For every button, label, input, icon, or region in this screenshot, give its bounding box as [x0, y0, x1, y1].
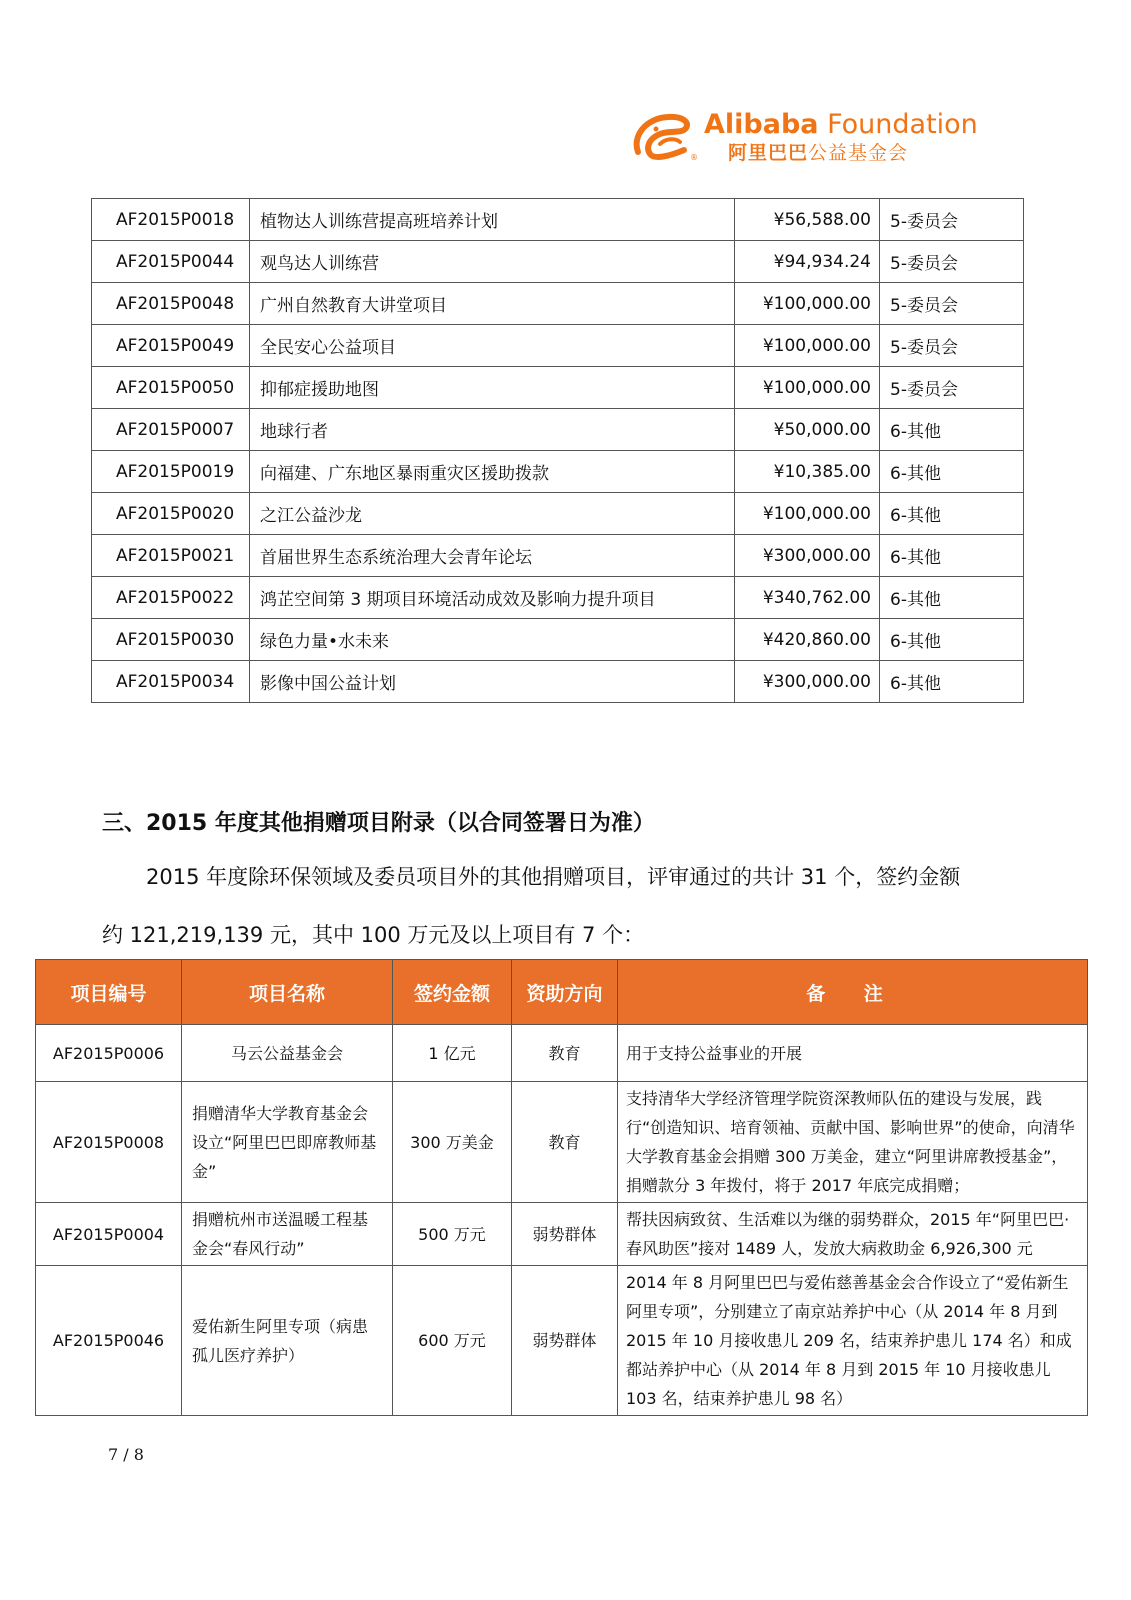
project-id-cell: AF2015P0049: [92, 325, 250, 367]
amount-cell: ¥300,000.00: [735, 535, 880, 577]
table-row: [92, 577, 1024, 619]
table-row: [36, 1025, 1088, 1082]
page-number: 7 / 8: [108, 1445, 144, 1464]
project-name-cell: 马云公益基金会: [182, 1025, 393, 1082]
project-id-cell: AF2015P0021: [92, 535, 250, 577]
project-id-cell: AF2015P0004: [36, 1203, 182, 1266]
project-id-cell: AF2015P0034: [92, 661, 250, 703]
project-name-cell: 之江公益沙龙: [250, 493, 735, 535]
project-id-cell: AF2015P0008: [36, 1082, 182, 1203]
category-cell: 5-委员会: [880, 199, 1024, 241]
amount-cell: ¥10,385.00: [735, 451, 880, 493]
table-row: [92, 451, 1024, 493]
amount-cell: ¥420,860.00: [735, 619, 880, 661]
header-direction: 资助方向: [512, 960, 618, 1025]
category-cell: 5-委员会: [880, 283, 1024, 325]
amount-cell: 1 亿元: [393, 1025, 512, 1082]
project-name-cell: 抑郁症援助地图: [250, 367, 735, 409]
note-cell: 支持清华大学经济管理学院资深教师队伍的建设与发展，践行“创造知识、培育领袖、贡献中国、影响世界”的使命，向清华大学教育基金会捐赠 300 万美金，建立“阿里讲席教授基金”，捐赠款分 3 年拨付，将于 2017 年底完成捐赠；: [618, 1082, 1088, 1203]
project-id-cell: AF2015P0048: [92, 283, 250, 325]
table-row: [92, 241, 1024, 283]
table-row: [92, 367, 1024, 409]
direction-cell: 教育: [512, 1025, 618, 1082]
amount-cell: ¥300,000.00: [735, 661, 880, 703]
project-name-cell: 捐赠杭州市送温暖工程基金会“春风行动”: [182, 1203, 393, 1266]
section-heading: 三、2015 年度其他捐赠项目附录（以合同签署日为准）: [102, 811, 655, 836]
category-cell: 5-委员会: [880, 325, 1024, 367]
project-name-cell: 全民安心公益项目: [250, 325, 735, 367]
paragraph-line-1: 2015 年度除环保领域及委员项目外的其他捐赠项目，评审通过的共计 31 个，签约金额: [146, 865, 961, 889]
amount-cell: ¥100,000.00: [735, 367, 880, 409]
amount-cell: ¥100,000.00: [735, 325, 880, 367]
table-header-row: [36, 960, 1088, 1025]
logo-text-cn-alibaba: 阿里巴巴: [728, 142, 809, 164]
amount-cell: ¥94,934.24: [735, 241, 880, 283]
category-cell: 6-其他: [880, 577, 1024, 619]
project-id-cell: AF2015P0022: [92, 577, 250, 619]
project-id-cell: AF2015P0050: [92, 367, 250, 409]
alibaba-foundation-logo: [630, 108, 990, 168]
project-name-cell: 地球行者: [250, 409, 735, 451]
header-amount: 签约金额: [393, 960, 512, 1025]
header-project-name: 项目名称: [182, 960, 393, 1025]
table-row: [92, 325, 1024, 367]
category-cell: 6-其他: [880, 619, 1024, 661]
table-row: [36, 1266, 1088, 1416]
project-id-cell: AF2015P0018: [92, 199, 250, 241]
table-row: [92, 283, 1024, 325]
direction-cell: 弱势群体: [512, 1266, 618, 1416]
logo-text-alibaba: Alibaba: [704, 109, 819, 140]
table-row: [92, 661, 1024, 703]
project-table-continued: [91, 198, 1024, 703]
table-row: [92, 493, 1024, 535]
logo-text-cn-foundation: 公益基金会: [808, 142, 909, 164]
table-row: [36, 1203, 1088, 1266]
project-name-cell: 观鸟达人训练营: [250, 241, 735, 283]
project-id-cell: AF2015P0019: [92, 451, 250, 493]
header-project-id: 项目编号: [36, 960, 182, 1025]
table-row: [92, 199, 1024, 241]
amount-cell: ¥340,762.00: [735, 577, 880, 619]
amount-cell: 500 万元: [393, 1203, 512, 1266]
amount-cell: ¥50,000.00: [735, 409, 880, 451]
category-cell: 6-其他: [880, 661, 1024, 703]
project-name-cell: 鸿芷空间第 3 期项目环境活动成效及影响力提升项目: [250, 577, 735, 619]
project-name-cell: 影像中国公益计划: [250, 661, 735, 703]
section-paragraph: [102, 848, 1032, 964]
project-id-cell: AF2015P0020: [92, 493, 250, 535]
project-name-cell: 向福建、广东地区暴雨重灾区援助拨款: [250, 451, 735, 493]
project-id-cell: AF2015P0006: [36, 1025, 182, 1082]
note-cell: 2014 年 8 月阿里巴巴与爱佑慈善基金会合作设立了“爱佑新生阿里专项”，分别建立了南京站养护中心（从 2014 年 8 月到 2015 年 10 月接收患儿 209 名，结束养护患儿 174 名）和成都站养护中心（从 2014 年 8 月到 2015 年 10 月接收患儿 103 名，结束养护患儿 98 名）: [618, 1266, 1088, 1416]
amount-cell: 300 万美金: [393, 1082, 512, 1203]
category-cell: 6-其他: [880, 409, 1024, 451]
table-row: [92, 535, 1024, 577]
project-name-cell: 植物达人训练营提高班培养计划: [250, 199, 735, 241]
category-cell: 6-其他: [880, 451, 1024, 493]
amount-cell: ¥56,588.00: [735, 199, 880, 241]
amount-cell: ¥100,000.00: [735, 283, 880, 325]
amount-cell: 600 万元: [393, 1266, 512, 1416]
category-cell: 5-委员会: [880, 367, 1024, 409]
project-id-cell: AF2015P0007: [92, 409, 250, 451]
project-name-cell: 首届世界生态系统治理大会青年论坛: [250, 535, 735, 577]
project-name-cell: 爱佑新生阿里专项（病患孤儿医疗养护）: [182, 1266, 393, 1416]
project-name-cell: 广州自然教育大讲堂项目: [250, 283, 735, 325]
project-name-cell: 绿色力量•水未来: [250, 619, 735, 661]
project-id-cell: AF2015P0030: [92, 619, 250, 661]
paragraph-line-2: 约 121,219,139 元，其中 100 万元及以上项目有 7 个：: [102, 923, 645, 947]
category-cell: 5-委员会: [880, 241, 1024, 283]
amount-cell: ¥100,000.00: [735, 493, 880, 535]
project-name-cell: 捐赠清华大学教育基金会设立“阿里巴巴即席教师基金”: [182, 1082, 393, 1203]
table-row: [36, 1082, 1088, 1203]
alibaba-face-logo-icon: [630, 112, 704, 164]
direction-cell: 弱势群体: [512, 1203, 618, 1266]
category-cell: 6-其他: [880, 493, 1024, 535]
note-cell: 用于支持公益事业的开展: [618, 1025, 1088, 1082]
logo-text-foundation: Foundation: [818, 109, 978, 140]
major-donations-table: [35, 959, 1088, 1416]
table-row: [92, 619, 1024, 661]
table-row: [92, 409, 1024, 451]
category-cell: 6-其他: [880, 535, 1024, 577]
header-note: 备 注: [618, 960, 1088, 1025]
svg-text:®: ®: [690, 153, 698, 162]
project-id-cell: AF2015P0044: [92, 241, 250, 283]
direction-cell: 教育: [512, 1082, 618, 1203]
project-id-cell: AF2015P0046: [36, 1266, 182, 1416]
note-cell: 帮扶因病致贫、生活难以为继的弱势群众，2015 年“阿里巴巴·春风助医”接对 1489 人，发放大病救助金 6,926,300 元: [618, 1203, 1088, 1266]
